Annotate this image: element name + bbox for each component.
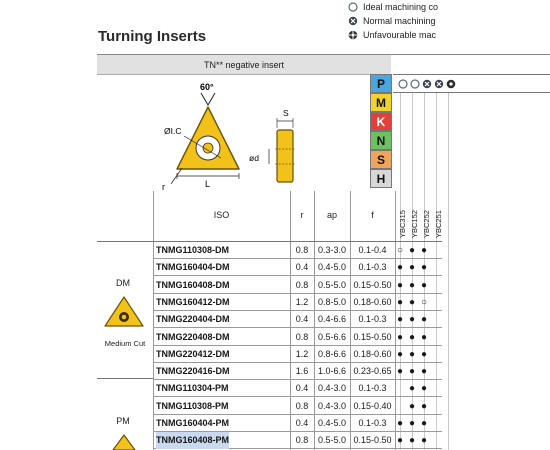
cross-circle-icon [422, 79, 432, 89]
thickness-label: S [283, 108, 289, 118]
table-row[interactable] [153, 277, 442, 294]
grade-mark: ● [408, 383, 416, 395]
open-circle-icon [398, 79, 408, 89]
cell-ap: 0.8-5.0 [317, 296, 347, 307]
insert-type-title: TN** negative insert [97, 55, 391, 75]
p-rating-row [393, 74, 550, 93]
cell-r: 0.8 [295, 435, 309, 446]
cell-f: 0.1-0.4 [358, 245, 387, 255]
cell-f: 0.15-0.40 [353, 400, 392, 411]
cell-f: 0.23-0.65 [353, 366, 392, 377]
grade-ybc252: YBC252 [422, 210, 431, 238]
grade-mark: ● [420, 383, 428, 395]
cross-circle-icon [434, 79, 444, 89]
grade-mark: ● [408, 366, 416, 378]
page-title: Turning Inserts [98, 28, 207, 45]
grade-mark: ● [408, 296, 416, 308]
group-label-dm: DM [116, 278, 130, 288]
header-radius: r [300, 210, 304, 220]
grade-ybc251: YBC251 [434, 210, 443, 238]
cell-r: 0.4 [295, 383, 309, 394]
table-row[interactable] [153, 294, 442, 311]
cell-r: 1.2 [295, 348, 309, 359]
cell-r: 1.6 [295, 366, 309, 377]
grade-mark: ● [408, 262, 416, 274]
grade-mark: ● [408, 435, 416, 447]
cell-r: 0.4 [295, 262, 309, 273]
cell-r: 0.8 [295, 245, 309, 255]
grade-mark: ● [420, 400, 428, 412]
group-label-pm: PM [116, 416, 130, 426]
header-iso: ISO [213, 210, 230, 220]
cell-code: TNMG160408-PM [156, 432, 229, 449]
table-row[interactable] [153, 259, 442, 276]
grade-mark: ● [396, 435, 404, 447]
grade-mark: ● [408, 400, 416, 412]
cell-f: 0.1-0.3 [358, 262, 387, 273]
cell-ap: 1.0-6.6 [317, 366, 347, 377]
cell-code: TNMG220412-DM [156, 348, 230, 359]
cell-f: 0.18-0.60 [353, 296, 392, 307]
length-label: L [205, 179, 211, 189]
grade-mark: ● [420, 418, 428, 429]
header-depth-of-cut: ap [326, 210, 337, 220]
table-row[interactable] [153, 432, 442, 449]
cell-r: 0.4 [295, 418, 309, 428]
material-k: K [370, 112, 392, 131]
grade-ybc315: YBC315 [398, 210, 407, 238]
cell-ap: 0.8-6.6 [317, 348, 347, 359]
cell-f: 0.15-0.50 [353, 279, 392, 290]
cell-f: 0.18-0.60 [353, 348, 392, 359]
grade-mark: ● [396, 418, 404, 429]
grade-mark: ● [408, 279, 416, 291]
cell-ap: 0.4-5.0 [317, 418, 347, 428]
legend [348, 0, 550, 42]
cell-code: TNMG160404-PM [156, 418, 230, 428]
cell-code: TNMG220408-DM [156, 331, 230, 342]
cross-circle-icon [348, 16, 358, 26]
material-h: H [370, 169, 392, 188]
table-row[interactable] [153, 380, 442, 397]
grade-mark: ● [396, 366, 404, 378]
grade-mark: ● [420, 262, 428, 274]
pm-insert-icon [102, 432, 146, 450]
table-row[interactable] [153, 311, 442, 328]
cell-r: 0.4 [295, 314, 309, 325]
grade-mark: ● [420, 331, 428, 343]
gear-circle-icon [348, 30, 358, 40]
cell-code: TNMG220416-DM [156, 366, 230, 377]
material-n: N [370, 131, 392, 150]
table-row[interactable] [153, 398, 442, 415]
insert-side-view [277, 130, 293, 182]
grade-mark: ● [396, 262, 404, 274]
angle-mark [201, 93, 215, 105]
material-m: M [370, 93, 392, 112]
cell-code: TNMG160408-DM [156, 279, 230, 290]
cell-code: TNMG110308-PM [156, 400, 229, 411]
open-circle-icon [348, 2, 358, 12]
cell-f: 0.1-0.3 [358, 314, 387, 325]
table-row[interactable] [153, 346, 442, 363]
cell-ap: 0.4-3.0 [317, 400, 347, 411]
cell-ap: 0.4-5.0 [317, 262, 347, 273]
cell-f: 0.1-0.3 [358, 418, 387, 428]
hole-diameter-label: ød [249, 153, 259, 163]
cell-r: 0.8 [295, 279, 309, 290]
gear-circle-icon [446, 79, 456, 89]
grade-mark: ● [408, 245, 416, 256]
grade-mark: ● [420, 366, 428, 378]
table-row[interactable] [153, 363, 442, 380]
cell-ap: 0.4-6.6 [317, 314, 347, 325]
grade-mark: ● [408, 314, 416, 326]
cell-code: TNMG160412-DM [156, 296, 230, 307]
grade-mark: ● [408, 418, 416, 429]
cell-ap: 0.5-5.0 [317, 279, 347, 290]
cell-code: TNMG110308-DM [156, 245, 230, 255]
grade-mark: ● [420, 348, 428, 360]
material-p: P [370, 74, 392, 93]
grade-mark: ● [396, 348, 404, 360]
grade-mark: ● [408, 348, 416, 360]
grade-ybc152: YBC152 [410, 210, 419, 238]
cell-r: 0.8 [295, 400, 309, 411]
cell-code: TNMG160404-DM [156, 262, 230, 273]
legend-item-unfavourable: Unfavourable mac [348, 28, 550, 42]
cell-r: 1.2 [295, 296, 309, 307]
grade-mark: ● [408, 331, 416, 343]
grade-mark: ● [420, 245, 428, 256]
ic-label: ØI.C [164, 126, 182, 136]
angle-label: 60° [200, 82, 214, 92]
cell-f: 0.15-0.50 [353, 435, 392, 446]
grade-mark: ● [420, 314, 428, 326]
dm-insert-icon [102, 294, 146, 330]
cell-f: 0.15-0.50 [353, 331, 392, 342]
grade-mark: ○ [396, 245, 404, 256]
cell-f: 0.1-0.3 [358, 383, 387, 394]
grade-mark: ● [396, 331, 404, 343]
table-row[interactable] [153, 242, 442, 259]
cell-r: 0.8 [295, 331, 309, 342]
cell-code: TNMG110304-PM [156, 383, 229, 394]
cell-ap: 0.5-6.6 [317, 331, 347, 342]
cell-code: TNMG220404-DM [156, 314, 230, 325]
grade-mark: ● [420, 435, 428, 447]
header-feed: f [371, 210, 374, 220]
material-s: S [370, 150, 392, 169]
radius-label: r [162, 182, 165, 192]
cell-ap: 0.5-5.0 [317, 435, 347, 446]
grade-mark: ● [396, 314, 404, 326]
cell-ap: 0.4-3.0 [317, 383, 347, 394]
open-circle-icon [410, 79, 420, 89]
legend-item-ideal: Ideal machining co [348, 0, 550, 14]
grade-mark: ● [420, 279, 428, 291]
grade-mark: ○ [420, 296, 428, 308]
cell-ap: 0.3-3.0 [317, 245, 347, 255]
grade-mark: ● [396, 296, 404, 308]
grade-mark: ● [396, 279, 404, 291]
table-row[interactable] [153, 329, 442, 346]
legend-item-normal: Normal machining [348, 14, 550, 28]
group-subtitle-dm: Medium Cut [104, 339, 146, 348]
table-row[interactable] [153, 415, 442, 432]
